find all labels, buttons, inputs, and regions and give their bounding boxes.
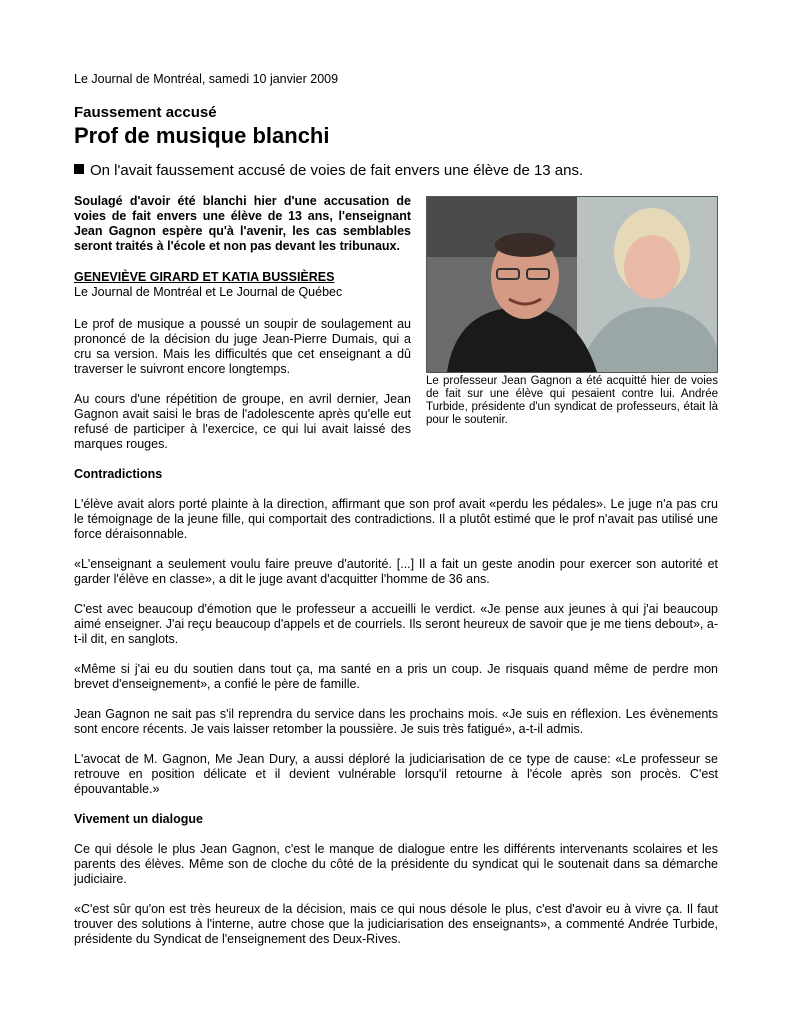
subhead xyxy=(74,161,718,180)
source-line: Le Journal de Montréal, samedi 10 janvier 2009 xyxy=(74,72,339,86)
article-page xyxy=(74,72,718,962)
paragraph: C'est avec beaucoup d'émotion que le professeur a accueilli le verdict. «Je pense aux jeunes à qui j'ai beaucoup aimé enseigner. J'ai reçu beaucoup d'appels et de courriels. Ils seront heureux de savoir que je me tiens debout», a-t-il dit, en sanglots. xyxy=(74,602,718,646)
section-heading-dialogue: Vivement un dialogue xyxy=(74,812,203,826)
article-photo xyxy=(426,196,718,373)
paragraph: «L'enseignant a seulement voulu faire preuve d'autorité. [...] Il a fait un geste anodin pour exercer son autorité et garder l'élève en classe», a dit le juge avant d'acquitter l'homme de 36 ans. xyxy=(74,557,718,586)
headline: Prof de musique blanchi xyxy=(74,123,330,148)
paragraph: «C'est sûr qu'on est très heureux de la décision, mais ce qui nous désole le plus, c'est d'avoir eu à vivre ça. Il faut trouver des solutions à l'interne, autre chose que la judiciarisation des enseignants», a commenté Andrée Turbide, présidente du Syndicat de l'enseignement des Deux-Rives. xyxy=(74,902,718,946)
section-heading-contradictions: Contradictions xyxy=(74,467,163,481)
paragraph: L'élève avait alors porté plainte à la direction, affirmant que son prof avait «perdu les pédales». Le juge n'a pas cru le témoignage de la jeune fille, qui comportait des contradictions. Il a plutôt estimé que le prof n'avait pas utilisé une force déraisonnable. xyxy=(74,497,718,541)
paragraph: Jean Gagnon ne sait pas s'il reprendra du service dans les prochains mois. «Je suis en réflexion. Les évènements sont encore récents. Je vais laisser retomber la poussière. Je suis très fatigué», a-t-il admis. xyxy=(74,707,718,736)
photo-column xyxy=(426,196,718,467)
top-row xyxy=(74,194,718,467)
lead-paragraph: Soulagé d'avoir été blanchi hier d'une accusation de voies de fait envers une élève de 13 ans, l'enseignant Jean Gagnon espère qu'à l'avenir, les cas semblables seront traités à l'école et non pas devant les tribunaux. xyxy=(74,194,411,253)
square-bullet-icon xyxy=(74,164,84,174)
paragraph: L'avocat de M. Gagnon, Me Jean Dury, a aussi déploré la judiciarisation de ce type de cause: «Le professeur se retrouve en position délicate et il devient vulnérable lorsqu'il retourne à l'école après son procès. C'est épouvantable.» xyxy=(74,752,718,796)
paragraph: Au cours d'une répétition de groupe, en avril dernier, Jean Gagnon avait saisi le bras de l'adolescente après qu'elle eut refusé de participer à l'exercice, ce qui lui avait laissé des marques rouges. xyxy=(74,392,411,451)
left-column xyxy=(74,194,411,467)
paragraph: «Même si j'ai eu du soutien dans tout ça, ma santé en a pris un coup. Je risquais quand même de perdre mon brevet d'enseignement», a confié le père de famille. xyxy=(74,662,718,691)
paragraph: Ce qui désole le plus Jean Gagnon, c'est le manque de dialogue entre les différents intervenants scolaires et les parents des élèves. Même son de cloche du côté de la présidente du syndicat qui le soutenait dans sa démarche judiciaire. xyxy=(74,842,718,886)
photo-caption: Le professeur Jean Gagnon a été acquitté hier de voies de fait sur une élève qui pesaient contre lui. Andrée Turbide, présidente d'un syndicat de professeurs, était là pour le soutenir. xyxy=(426,375,718,426)
paragraph: Le prof de musique a poussé un soupir de soulagement au prononcé de la décision du juge Jean-Pierre Dumais, qui a cru sa version. Mais les difficultés que cet enseignant a dû traverser le suivront encore longtemps. xyxy=(74,317,411,376)
byline: GENEVIÈVE GIRARD ET KATIA BUSSIÈRES xyxy=(74,270,335,284)
paper-line: Le Journal de Montréal et Le Journal de Québec xyxy=(74,285,343,299)
kicker: Faussement accusé xyxy=(74,104,217,121)
subhead-text: On l'avait faussement accusé de voies de fait envers une élève de 13 ans. xyxy=(90,162,584,179)
photo-illustration xyxy=(427,197,717,372)
